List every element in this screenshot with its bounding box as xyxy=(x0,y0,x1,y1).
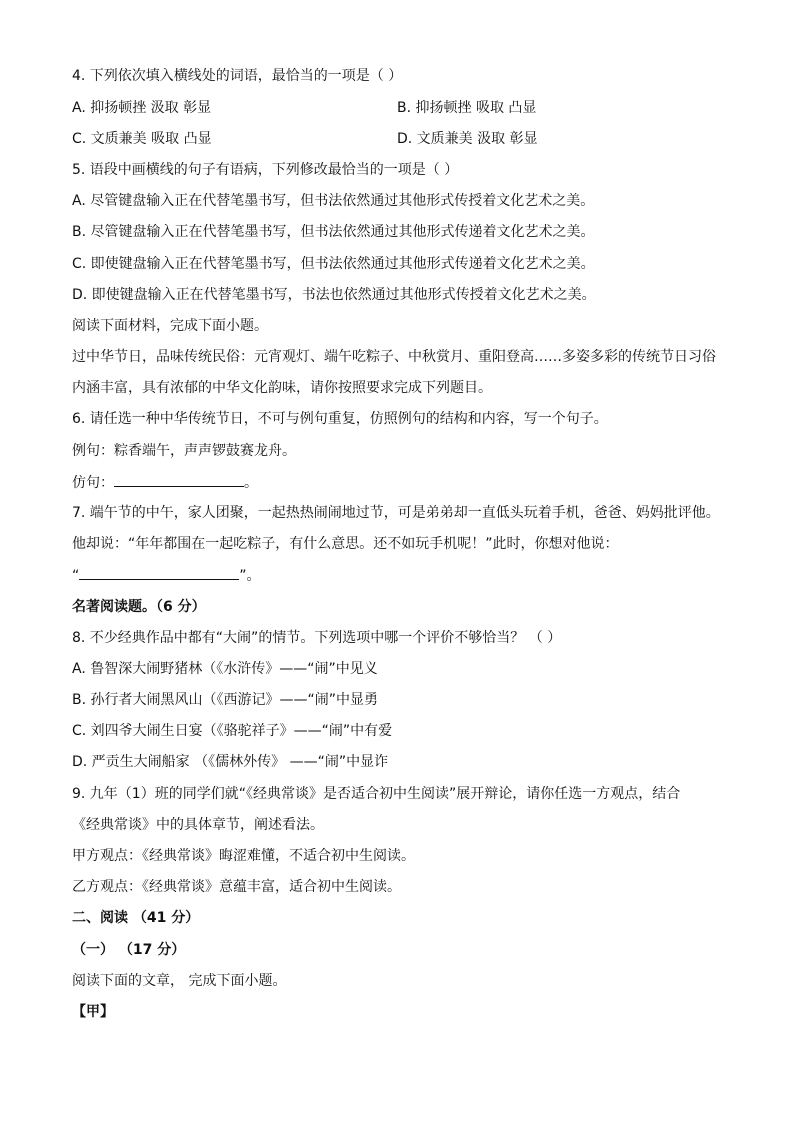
q9-stem-line1: 9. 九年（1）班的同学们就“《经典常谈》是否适合初中生阅读”展开辩论，请你任选一方观点，结合 xyxy=(72,786,681,802)
q7-answer xyxy=(72,565,261,585)
q5-option-b: B. 尽管键盘输入正在代替笔墨书写，但书法依然通过其他形式传递着文化艺术之美。 xyxy=(72,224,595,240)
q5-stem: 5. 语段中画横线的句子有语病，下列修改最恰当的一项是（ ） xyxy=(72,162,459,178)
material-para-line1: 过中华节日，品味传统民俗：元宵观灯、端午吃粽子、中秋赏月、重阳登高……多姿多彩的传统节日习俗 xyxy=(72,349,716,365)
q4-stem: 4. 下列依次填入横线处的词语，最恰当的一项是（ ） xyxy=(72,68,403,84)
q7-stem-line1: 7. 端午节的中午，家人团聚，一起热热闹闹地过节，可是弟弟却一直低头玩着手机，爸爸、妈妈批评他。 xyxy=(72,505,720,521)
material-para-line2: 内涵丰富，具有浓郁的中华文化韵味，请你按照要求完成下列题目。 xyxy=(72,380,492,396)
section-reading-instruction: 阅读下面的文章， 完成下面小题。 xyxy=(72,973,287,989)
q4-option-a: A. 抑扬顿挫 汲取 彰显 xyxy=(72,100,212,116)
q8-option-d: D. 严贡生大闹船家 （《儒林外传》 ——“闹”中显诈 xyxy=(72,754,389,770)
section-reading-label: 【甲】 xyxy=(72,1004,114,1020)
material-intro: 阅读下面材料，完成下面小题。 xyxy=(72,318,268,334)
q8-stem: 8. 不少经典作品中都有“大闹”的情节。下列选项中哪一个评价不够恰当？ （ ） xyxy=(72,630,562,646)
q7-open-quote: “ xyxy=(72,568,80,584)
q6-stem: 6. 请任选一种中华传统节日，不可与例句重复，仿照例句的结构和内容，写一个句子。 xyxy=(72,411,608,427)
q9-stem-line2: 《经典常谈》中的具体章节，阐述看法。 xyxy=(72,817,324,833)
section-reading-heading: 二、阅读 （41 分） xyxy=(72,910,200,926)
q4-option-c: C. 文质兼美 吸取 凸显 xyxy=(72,131,212,147)
q9-side-b: 乙方观点：《经典常谈》意蕴丰富，适合初中生阅读。 xyxy=(72,879,401,895)
q6-answer-blank[interactable] xyxy=(114,472,244,487)
q8-option-a: A. 鲁智深大闹野猪林（《水浒传》——“闹”中见义 xyxy=(72,661,378,677)
q4-option-d: D. 文质兼美 汲取 彰显 xyxy=(397,131,538,147)
section-reading-sub: （一） （17 分） xyxy=(72,942,186,958)
q5-option-d: D. 即使键盘输入正在代替笔墨书写，书法也依然通过其他形式传授着文化艺术之美。 xyxy=(72,287,596,303)
section-famous-heading: 名著阅读题。（6 分） xyxy=(72,599,206,615)
q4-option-b: B. 抑扬顿挫 吸取 凸显 xyxy=(397,100,537,116)
q8-option-b: B. 孙行者大闹黑风山（《西游记》——“闹”中显勇 xyxy=(72,692,379,708)
q6-imitate-label: 仿句： xyxy=(72,475,114,491)
q8-option-c: C. 刘四爷大闹生日宴（《骆驼祥子》——“闹”中有爱 xyxy=(72,723,393,739)
q5-option-c: C. 即使键盘输入正在代替笔墨书写，但书法依然通过其他形式传递着文化艺术之美。 xyxy=(72,256,595,272)
q6-example: 例句：粽香端午，声声锣鼓赛龙舟。 xyxy=(72,443,296,459)
q9-side-a: 甲方观点：《经典常谈》晦涩难懂，不适合初中生阅读。 xyxy=(72,848,415,864)
q7-close-quote: ”。 xyxy=(239,568,261,584)
q7-stem-line2: 他却说：“年年都围在一起吃粽子，有什么意思。还不如玩手机呢！”此时，你想对他说： xyxy=(72,536,619,552)
q6-imitate xyxy=(72,472,258,492)
q5-option-a: A. 尽管键盘输入正在代替笔墨书写，但书法依然通过其他形式传授着文化艺术之美。 xyxy=(72,193,595,209)
q6-imitate-end: 。 xyxy=(244,475,258,491)
q7-answer-blank[interactable] xyxy=(79,565,239,580)
